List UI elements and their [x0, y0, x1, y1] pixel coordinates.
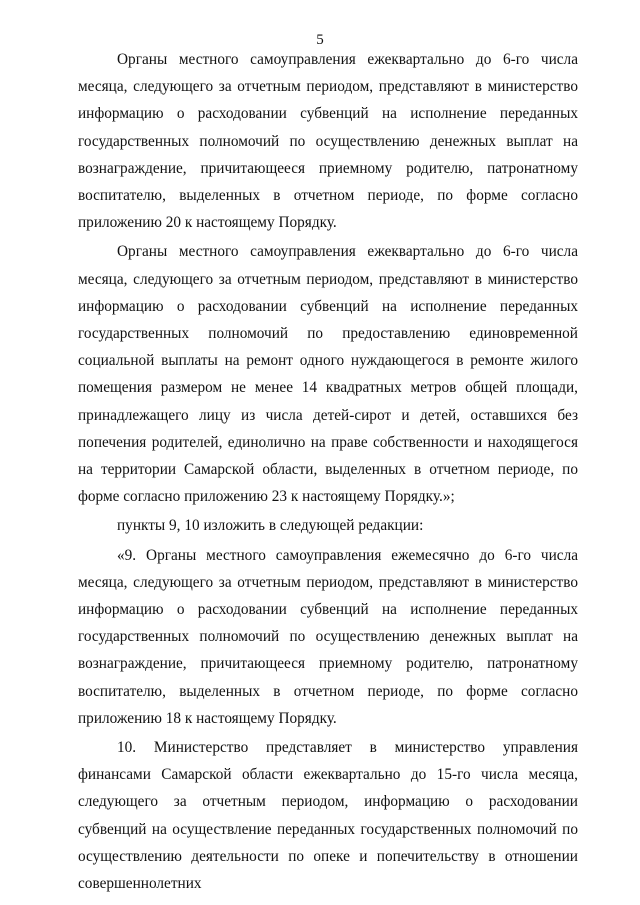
paragraph-quarterly-report-repair-payment: Органы местного самоуправления ежеквартально до 6-го числа месяца, следующего за отчетным периодом, представляют в министерство информацию о расходовании субвенций на исполнение переданных государственных полномочий по предоставлению единовременной социальной выплаты на ремонт одного нуждающегося в ремонте жилого помещения размером не менее 14 квадратных метров общей площади, принадлежащего лицу из числа детей-сирот и детей, оставшихся без попечения родителей, единолично на праве собственности и находящегося на территории Самарской области, выделенных в отчетном периоде, по форме согласно приложению 23 к настоящему Порядку.»;	[78, 243, 578, 506]
document-body	[78, 46, 578, 897]
paragraph-point-10: 10. Министерство представляет в министерство управления финансами Самарской области ежеквартально до 15-го числа месяца, следующего за отчетным периодом, информацию о расходовании субвенций на осуществление переданных государственных полномочий по осуществлению деятельности по опеке и попечительству в отношении совершеннолетних	[78, 739, 578, 893]
page-number: 5	[316, 32, 324, 48]
paragraph-point-9: «9. Органы местного самоуправления ежемесячно до 6-го числа месяца, следующего за отчетным периодом, представляют в министерство информацию о расходовании субвенций на исполнение переданных государственных полномочий по осуществлению денежных выплат на вознаграждение, причитающееся приемному родителю, патронатному воспитателю, выделенных в отчетном периоде, по форме согласно приложению 18 к настоящему Порядку.	[78, 546, 578, 727]
paragraph-quarterly-report-remuneration: Органы местного самоуправления ежеквартально до 6-го числа месяца, следующего за отчетным периодом, представляют в министерство информацию о расходовании субвенций на исполнение переданных государственных полномочий по осуществлению денежных выплат на вознаграждение, причитающееся приемному родителю, патронатному воспитателю, выделенных в отчетном периоде, по форме согласно приложению 20 к настоящему Порядку.	[78, 51, 578, 232]
paragraph-amendment-instruction: пункты 9, 10 изложить в следующей редакции:	[117, 517, 424, 535]
